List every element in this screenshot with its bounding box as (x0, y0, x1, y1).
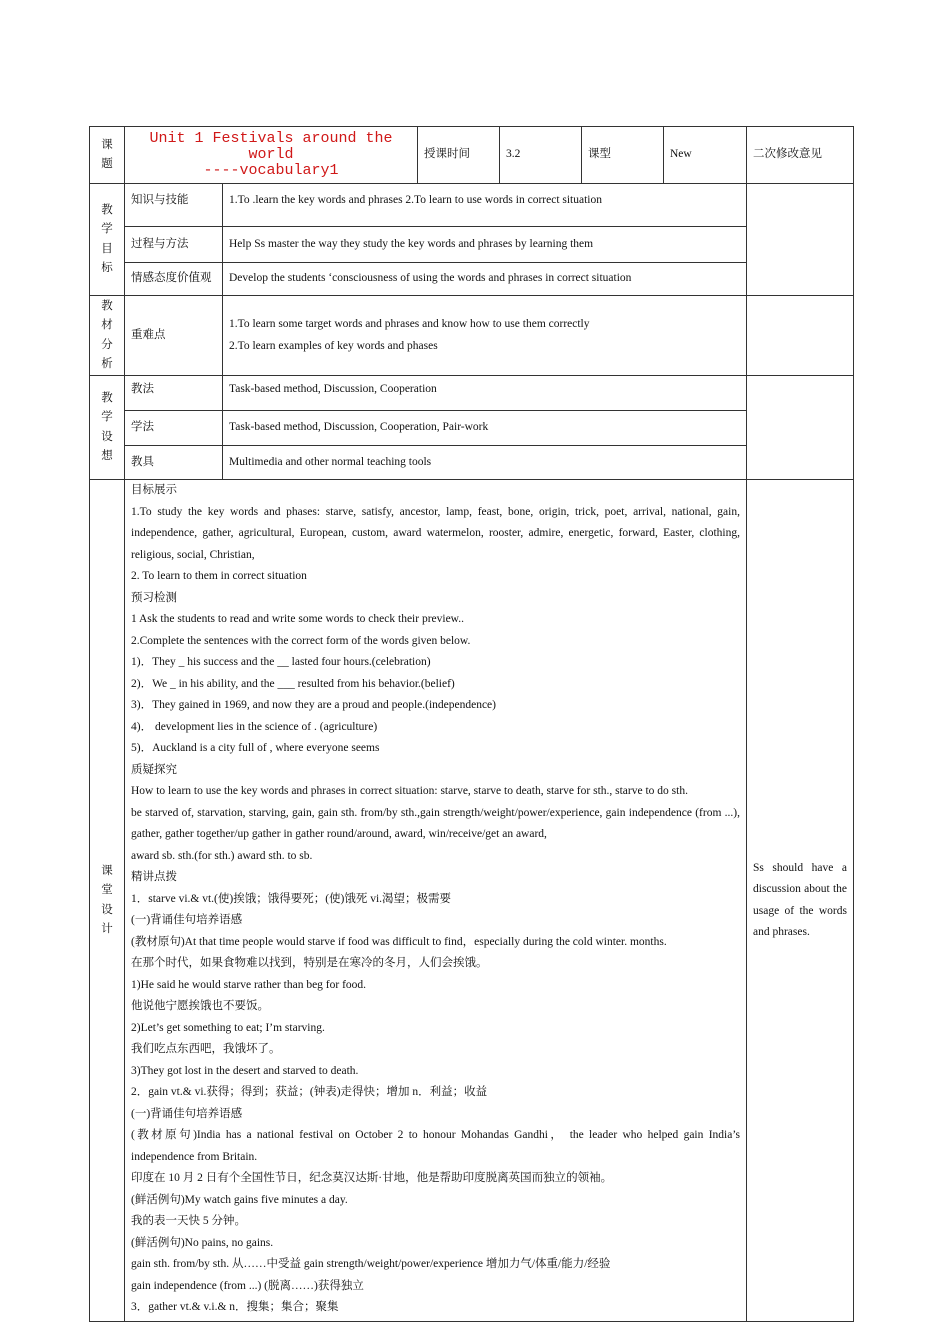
content-line: 3)They got lost in the desert and starved to death. (131, 1064, 359, 1077)
content-line: 预习检测 (131, 591, 177, 604)
content-line: 印度在 10 月 2 日有个全国性节日，纪念莫汉达斯·甘地，他是帮助印度脱离英国而独立的领袖。 (131, 1172, 613, 1184)
design-section-label: 教 学 设 想 (90, 376, 125, 480)
content-line: 1)He said he would starve rather than beg for food. (131, 978, 367, 991)
content-line: 1．starve vi.& vt.(使)挨饿；饿得要死；(使)饿死 vi.渴望；极需要 (131, 892, 452, 905)
analysis-label: 重难点 (125, 296, 223, 376)
objective-content: 1.To .learn the key words and phrases 2.To learn to use words in correct situation (223, 184, 747, 227)
lesson-title: Unit 1 Festivals around the world ----vocabulary1 (125, 127, 418, 184)
revision-cell (747, 296, 854, 376)
content-line: 我的表一天快 5 分钟。 (131, 1215, 246, 1227)
content-line: 我们吃点东西吧，我饿坏了。 (131, 1043, 281, 1055)
type-value: New (664, 127, 747, 184)
side-note: Ss should have a discussion about the usage of the words and phrases. (747, 480, 854, 1322)
content-line: 2.Complete the sentences with the correct form of the words given below. (131, 634, 471, 647)
objectives-section-label: 教 学 目 标 (90, 184, 125, 296)
content-line: 1.To study the key words and phases: starve, satisfy, ancestor, lamp, feast, bone, origin, trick, poet, arrival, national, gain, independence, gather, agricultural, European, custom, award watermelon, rooster, admire, energetic, forward, Easter, clothing, religious, social, Christian, (131, 505, 740, 561)
content-line: award sb. sth.(for sth.) award sth. to sb. (131, 849, 313, 862)
content-line: 5)．Auckland is a city full of , where everyone seems (131, 742, 380, 754)
objective-label: 情感态度价值观 (125, 263, 223, 296)
design-label: 教具 (125, 446, 223, 480)
content-line: 3．gather vt.& v.i.& n．搜集；集合；聚集 (131, 1301, 339, 1313)
content-line: be starved of, starvation, starving, gain, gain sth. from/by sth.,gain strength/weight/power/experience, gain independence (from ...), gather, gather together/up gather in gather round/around, award, win/receive/get an award, (131, 806, 740, 840)
lesson-plan-table (89, 126, 854, 1322)
content-line: 2．gain vt.& vi.获得；得到；获益；(钟表)走得快；增加 n．利益；收益 (131, 1086, 488, 1098)
content-line: (教材原句)India has a national festival on October 2 to honour Mohandas Gandhi， the leader who helped gain India’s independence from Britain. (131, 1129, 740, 1163)
content-line: (一)背诵佳句培养语感 (131, 1107, 243, 1120)
content-line: 1 Ask the students to read and write some words to check their preview.. (131, 613, 464, 625)
revision-cell (747, 184, 854, 296)
objective-label: 过程与方法 (125, 227, 223, 263)
content-line: How to learn to use the key words and phrases in correct situation: starve, starve to death, starve for sth., starve to do sth. (131, 785, 688, 797)
design-label: 学法 (125, 411, 223, 446)
header-row (90, 127, 854, 184)
revision-cell (747, 376, 854, 480)
revision-label: 二次修改意见 (747, 127, 854, 184)
objective-content: Develop the students ‘consciousness of using the words and phrases in correct situation (223, 263, 747, 296)
design-content: Multimedia and other normal teaching tools (223, 446, 747, 480)
content-line: gain independence (from ...) (脱离……)获得独立 (131, 1279, 364, 1292)
content-line: (教材原句)At that time people would starve if food was difficult to find，especially during the cold winter. months. (131, 935, 667, 948)
classroom-content (125, 480, 747, 1322)
content-line: 2. To learn to them in correct situation (131, 570, 307, 582)
content-line: 质疑探究 (131, 763, 177, 776)
time-label: 授课时间 (418, 127, 500, 184)
content-line: 2)．We _ in his ability, and the ___ resulted from his behavior.(belief) (131, 677, 455, 690)
content-line: (鲜活例句)No pains, no gains. (131, 1236, 274, 1249)
analysis-content: 1.To learn some target words and phrases and know how to use them correctly 2.To learn examples of key words and phases (223, 296, 747, 376)
objective-label: 知识与技能 (125, 184, 223, 227)
content-line: (鲜活例句)My watch gains five minutes a day. (131, 1193, 348, 1206)
topic-label: 课 题 (90, 127, 125, 184)
design-content: Task-based method, Discussion, Cooperation (223, 376, 747, 411)
type-label: 课型 (582, 127, 664, 184)
analysis-section-label: 教 材 分 析 (90, 296, 125, 376)
content-line: 3)．They gained in 1969, and now they are a proud and people.(independence) (131, 699, 496, 711)
content-line: 在那个时代，如果食物难以找到，特别是在寒冷的冬月，人们会挨饿。 (131, 957, 488, 969)
content-line: 2)Let’s get something to eat; I’m starving. (131, 1021, 325, 1034)
time-value: 3.2 (500, 127, 582, 184)
objective-content: Help Ss master the way they study the key words and phrases by learning them (223, 227, 747, 263)
content-line: 4)． development lies in the science of . (agriculture) (131, 720, 378, 733)
design-label: 教法 (125, 376, 223, 411)
content-line: gain sth. from/by sth. 从……中受益 gain strength/weight/power/experience 增加力气/体重/能力/经验 (131, 1258, 611, 1270)
content-line: (一)背诵佳句培养语感 (131, 914, 243, 926)
design-content: Task-based method, Discussion, Cooperation, Pair-work (223, 411, 747, 446)
content-line: 目标展示 (131, 484, 177, 496)
content-line: 他说他宁愿挨饿也不要饭。 (131, 1000, 269, 1012)
content-line: 精讲点拨 (131, 871, 177, 883)
classroom-section-label: 课 堂 设 计 (90, 480, 125, 1322)
content-line: 1)．They _ his success and the __ lasted four hours.(celebration) (131, 656, 431, 668)
